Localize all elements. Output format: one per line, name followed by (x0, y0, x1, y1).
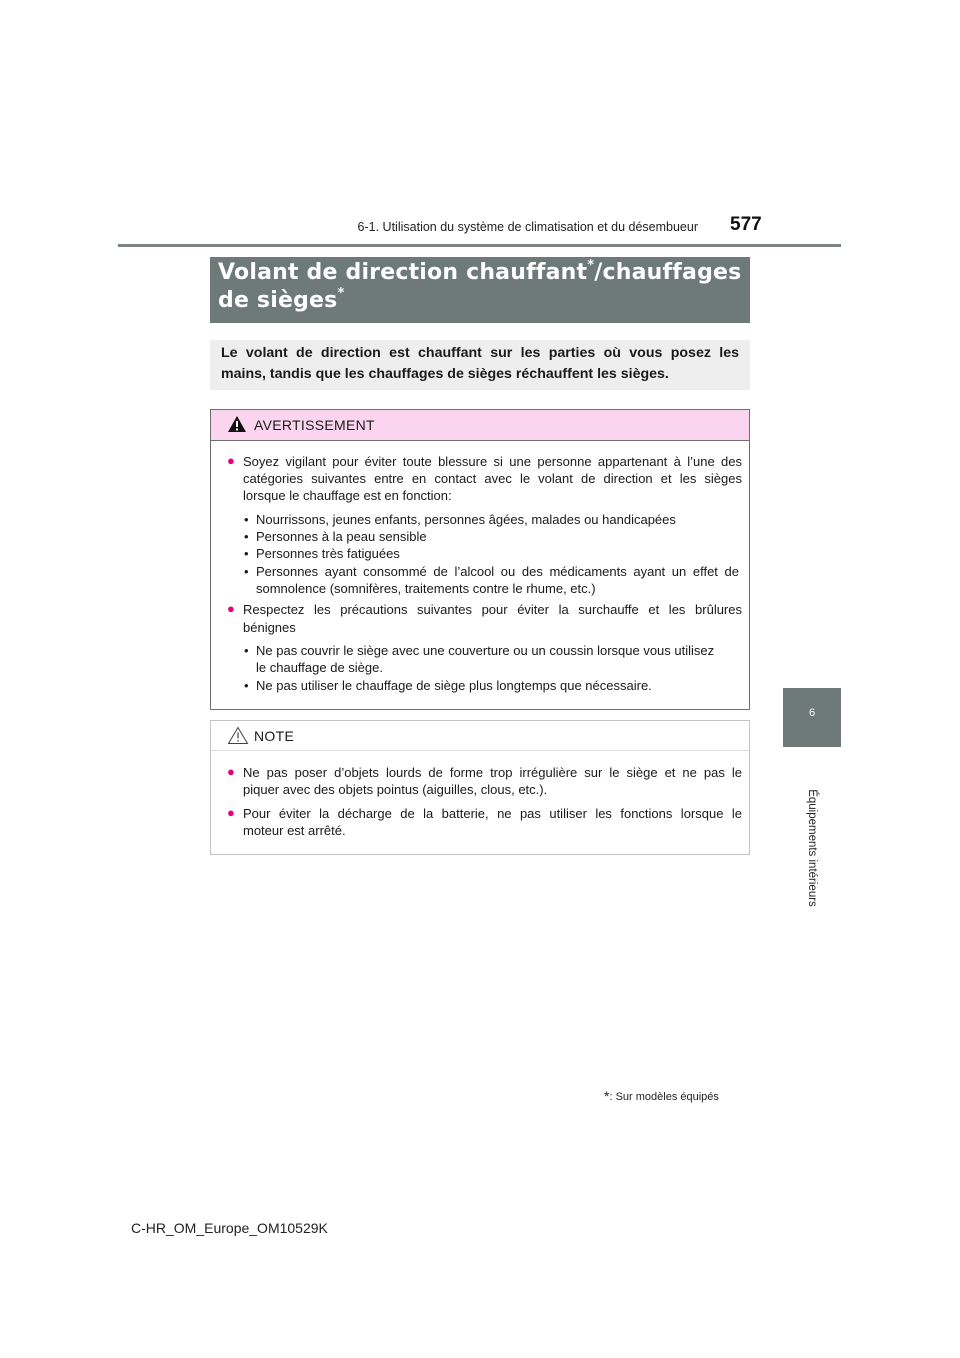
document-code: C-HR_OM_Europe_OM10529K (131, 1220, 328, 1236)
footnote-star: * (604, 1088, 610, 1104)
warning-sub-item: Personnes très fatiguées (256, 546, 400, 561)
chapter-number: 6 (808, 707, 816, 719)
bullet-dot: ● (227, 805, 235, 820)
title-line2-main: de sièges (218, 288, 338, 313)
sub-bullet: • (244, 678, 249, 693)
warning-sub-item: Personnes ayant consommé de l’alcool ou des médicaments ayant un effet de (256, 564, 739, 579)
section-title: 6-1. Utilisation du système de climatisation et du désembueur (357, 220, 698, 234)
page-title (210, 257, 750, 323)
note-text: Ne pas poser d’objets lourds de forme trop irrégulière sur le siège et ne pas le (243, 765, 742, 780)
warning-text: catégories suivantes entre en contact avec le volant de direction et les sièges (243, 471, 742, 486)
warning-triangle-filled-icon (227, 415, 247, 433)
header-rule (118, 244, 841, 247)
note-text: moteur est arrêté. (243, 823, 346, 838)
note-header (211, 721, 749, 751)
warning-label: AVERTISSEMENT (254, 417, 375, 433)
chapter-tab (783, 688, 841, 747)
warning-text: Soyez vigilant pour éviter toute blessure si une personne appartenant à l’une des (243, 454, 742, 469)
warning-header (211, 410, 749, 441)
warning-sub-item: Ne pas utiliser le chauffage de siège plus longtemps que nécessaire. (256, 678, 652, 693)
bullet-dot: ● (227, 453, 235, 468)
title-star: * (587, 258, 595, 273)
footnote (604, 1088, 719, 1104)
warning-text: Respectez les précautions suivantes pour éviter la surchauffe et les brûlures (243, 602, 742, 617)
sub-bullet: • (244, 512, 249, 527)
intro-box (210, 340, 750, 390)
note-text: Pour éviter la décharge de la batterie, ne pas utiliser les fonctions lorsque le (243, 806, 742, 821)
bullet-dot: ● (227, 601, 235, 616)
warning-sub-item: Ne pas couvrir le siège avec une couverture ou un coussin lorsque vous utilisez (256, 643, 715, 658)
title-line1-main: Volant de direction chauffant (218, 260, 588, 285)
warning-sub-item: le chauffage de siège. (256, 660, 383, 675)
title-star: * (337, 286, 345, 301)
sub-bullet: • (244, 546, 249, 561)
warning-text: lorsque le chauffage est en fonction: (243, 488, 452, 503)
footnote-text: : Sur modèles équipés (609, 1091, 719, 1103)
warning-box (210, 409, 750, 710)
warning-text: bénignes (243, 620, 296, 635)
intro-line: Le volant de direction est chauffant sur les parties où vous posez les (221, 345, 739, 361)
note-label: NOTE (254, 728, 295, 744)
intro-line: mains, tandis que les chauffages de sièges réchauffent les sièges. (221, 366, 669, 382)
chapter-label: Équipements intérieurs (806, 789, 818, 907)
sub-bullet: • (244, 529, 249, 544)
warning-sub-item: somnolence (somnifères, traitements contre le rhume, etc.) (256, 581, 596, 596)
bullet-dot: ● (227, 764, 235, 779)
warning-triangle-outline-icon (227, 726, 249, 745)
warning-sub-item: Personnes à la peau sensible (256, 529, 427, 544)
warning-sub-item: Nourrissons, jeunes enfants, personnes âgées, malades ou handicapées (256, 512, 676, 527)
sub-bullet: • (244, 564, 249, 579)
sub-bullet: • (244, 643, 249, 658)
page-number: 577 (730, 214, 762, 235)
note-box (210, 720, 750, 855)
note-text: piquer avec des objets pointus (aiguilles, clous, etc.). (243, 782, 548, 797)
title-line1-after: /chauffages (594, 260, 742, 285)
